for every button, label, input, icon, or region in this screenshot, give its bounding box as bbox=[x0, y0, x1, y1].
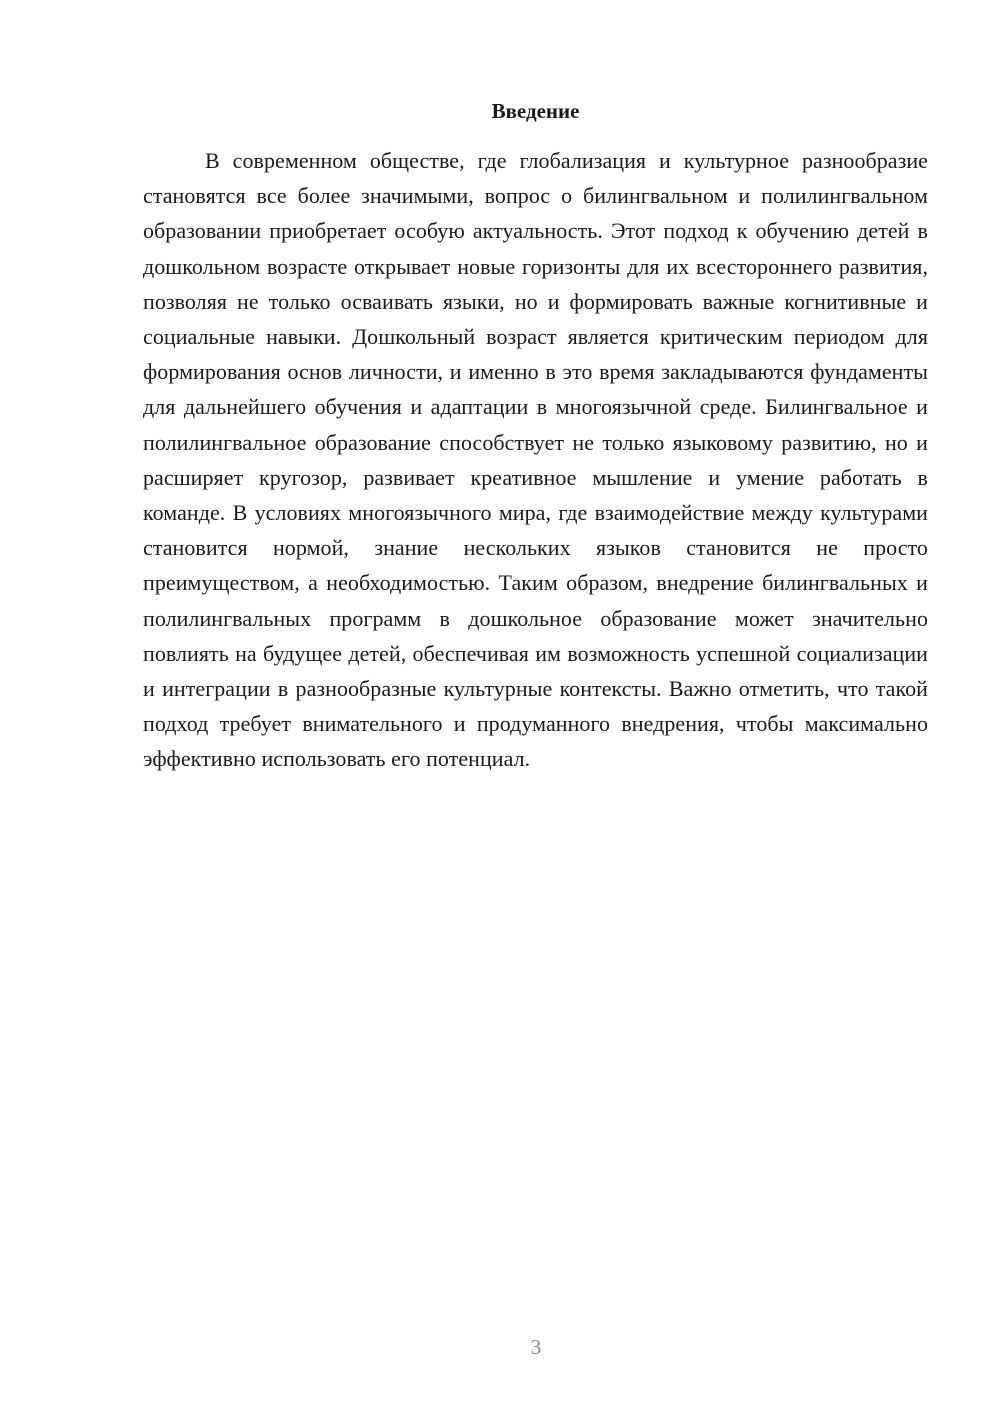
intro-paragraph: В современном обществе, где глобализация и культурное разнообразие становятся все более значимыми, вопрос о билингвальном и полилингвальном образовании приобретает особую актуальность. Этот подход к обучению детей в дошкольном возрасте открывает новые горизонты для их всестороннего развития, позволяя не только осваивать языки, но и формировать важные когнитивные и социальные навыки. Дошкольный возраст является критическим периодом для формирования основ личности, и именно в это время закладываются фундаменты для дальнейшего обучения и адаптации в многоязычной среде. Билингвальное и полилингвальное образование способствует не только языковому развитию, но и расширяет кругозор, развивает креативное мышление и умение работать в команде. В условиях многоязычного мира, где взаимодействие между культурами становится нормой, знание нескольких языков становится не просто преимуществом, а необходимостью. Таким образом, внедрение билингвальных и полилингвальных программ в дошкольное образование может значительно повлиять на будущее детей, обеспечивая им возможность успешной социализации и интеграции в разнообразные культурные контексты. Важно отметить, что такой подход требует внимательного и продуманного внедрения, чтобы максимально эффективно использовать его потенциал. bbox=[143, 148, 928, 772]
section-heading: Введение bbox=[491, 99, 580, 123]
page-number: 3 bbox=[530, 1335, 542, 1359]
